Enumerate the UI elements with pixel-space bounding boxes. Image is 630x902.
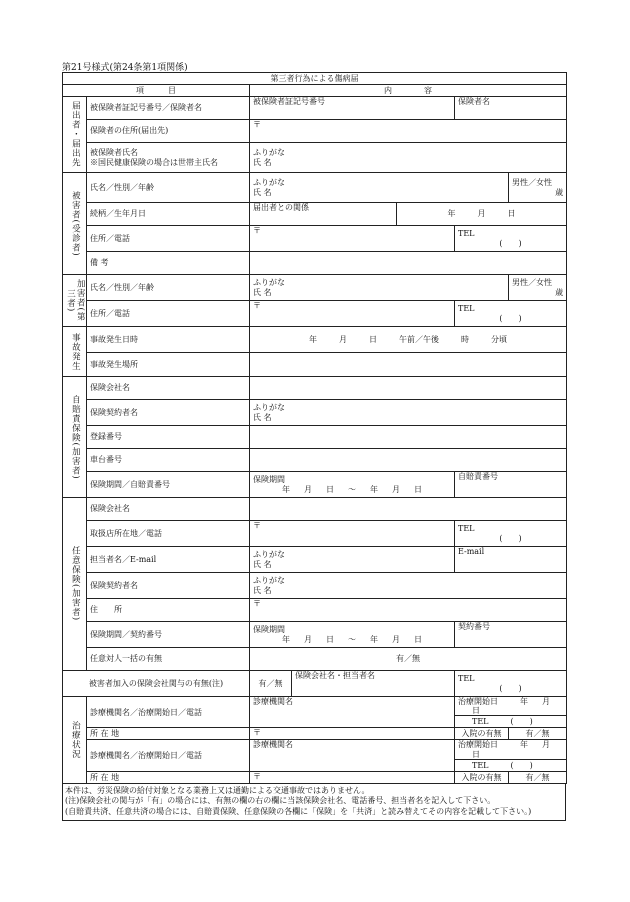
section-treatment: 治療状況 (63, 697, 87, 784)
victim-sex[interactable]: 男性／女性 (512, 178, 552, 188)
field-clinic-1-inpatient[interactable]: 有／無 (509, 728, 567, 740)
field-compulsory-reg[interactable] (250, 426, 567, 449)
field-compulsory-period[interactable]: 保険期間 年 月 日 〜 年 月 日 (250, 472, 455, 498)
label-voluntary-address: 住 所 (87, 599, 250, 622)
label-compulsory-contractor: 保険契約者名 (87, 400, 250, 426)
label-clinic-1: 診療機関名／治療開始日／電話 (87, 697, 250, 728)
field-insurer-name[interactable]: 保険者名 (455, 97, 567, 120)
label-clinic-2-address: 所 在 地 (87, 771, 250, 783)
label-voluntary-staff: 担当者名／E-mail (87, 547, 250, 573)
label-insured-name: 被保険者氏名 ※国民健康保険の場合は世帯主氏名 (87, 143, 250, 173)
field-clinic-2-start[interactable]: 治療開始日 年 月日 (455, 740, 567, 759)
label-voluntary-period: 保険期間／契約番号 (87, 622, 250, 648)
field-voluntary-address[interactable]: 〒 (250, 599, 567, 622)
label-clinic-2: 診療機関名／治療開始日／電話 (87, 740, 250, 771)
field-offender-address[interactable]: 〒 (250, 301, 455, 327)
field-voluntary-company[interactable] (250, 498, 567, 521)
field-insurer-address[interactable]: 〒 (250, 120, 567, 143)
label-clinic-1-address: 所 在 地 (87, 728, 250, 740)
label-offender-name: 氏名／性別／年齢 (87, 275, 250, 301)
label-voluntary-agency: 取扱店所在地／電話 (87, 521, 250, 547)
label-voluntary-lump: 任意対人一括の有無 (87, 648, 250, 671)
note-line: 本件は、労災保険の給付対象となる業務上又は通勤による交通事故ではありません。 (65, 786, 370, 795)
label-compulsory-company: 保険会社名 (87, 377, 250, 400)
field-victim-birthdate[interactable]: 年 月 日 (397, 203, 567, 226)
label-insured-number: 被保険者証記号番号／保険者名 (87, 97, 250, 120)
field-offender-name[interactable]: ふりがな 氏 名 (250, 275, 509, 301)
field-clinic-2-address[interactable]: 〒 (250, 771, 455, 783)
field-victim-remarks[interactable] (250, 252, 567, 275)
offender-age[interactable]: 歳 (555, 287, 564, 297)
field-victim-name[interactable]: ふりがな 氏 名 (250, 173, 509, 203)
note-line: (注)保険会社の関与が「有」の場合には、有無の欄の右の欄に当該保険会社名、電話番号、担当者名を記入して下さい。 (65, 796, 496, 806)
victim-age[interactable]: 歳 (555, 187, 564, 197)
field-clinic-2-name[interactable]: 診療機関名 (250, 740, 455, 771)
field-voluntary-staff[interactable]: ふりがな 氏 名 (250, 547, 455, 573)
field-compulsory-vehicle[interactable] (250, 449, 567, 472)
label-victim-address: 住所／電話 (87, 226, 250, 252)
label-voluntary-contractor: 保険契約者名 (87, 573, 250, 599)
section-accident: 事故発生 (63, 327, 87, 377)
section-voluntary: 任意保険(加害者) (63, 498, 87, 671)
field-insured-number[interactable]: 被保険者証記号番号 (250, 97, 455, 120)
field-victim-insurance-tel[interactable]: TEL ( ) (455, 671, 567, 697)
field-voluntary-contractor[interactable]: ふりがな 氏 名 (250, 573, 567, 599)
field-offender-tel[interactable]: TEL ( ) (455, 301, 567, 327)
section-notifier: 届出者・届出先 (63, 97, 87, 173)
label-clinic-1-inpatient: 入院の有無 (455, 728, 509, 740)
field-voluntary-email[interactable]: E-mail (455, 547, 567, 573)
header-content: 内 容 (250, 85, 567, 97)
field-voluntary-period[interactable]: 保険期間 年 月 日 〜 年 月 日 (250, 622, 455, 648)
field-clinic-2-inpatient[interactable]: 有／無 (509, 771, 567, 783)
label-clinic-2-inpatient: 入院の有無 (455, 771, 509, 783)
label-accident-place: 事故発生場所 (87, 353, 250, 377)
label-compulsory-period: 保険期間／自賠責番号 (87, 472, 250, 498)
field-accident-datetime[interactable]: 年 月 日 午前／午後 時 分頃 (250, 327, 567, 353)
section-offender: 加害者(第三者) (63, 275, 87, 327)
label-victim-remarks: 備 考 (87, 252, 250, 275)
field-compulsory-contractor[interactable]: ふりがな 氏 名 (250, 400, 567, 426)
label-voluntary-company: 保険会社名 (87, 498, 250, 521)
field-voluntary-lump[interactable]: 有／無 (250, 648, 567, 671)
field-voluntary-contract-no[interactable]: 契約番号 (455, 622, 567, 648)
field-compulsory-company[interactable] (250, 377, 567, 400)
section-victim: 被害者(受診者) (63, 173, 87, 275)
notes-block (62, 784, 566, 821)
field-voluntary-agency-address[interactable]: 〒 (250, 521, 455, 547)
field-clinic-1-name[interactable]: 診療機関名 (250, 697, 455, 728)
label-compulsory-vehicle: 車台番号 (87, 449, 250, 472)
header-item: 項 目 (63, 85, 250, 97)
field-victim-address[interactable]: 〒 (250, 226, 455, 252)
field-victim-relation[interactable]: 届出者との関係 (250, 203, 397, 226)
field-clinic-1-tel[interactable]: TEL ( ) (455, 716, 567, 728)
label-victim-insurance: 被害者加入の保険会社関与の有無(注) (63, 671, 250, 697)
field-compulsory-number[interactable]: 自賠責番号 (455, 472, 567, 498)
label-accident-datetime: 事故発生日時 (87, 327, 250, 353)
label-offender-address: 住所／電話 (87, 301, 250, 327)
field-voluntary-agency-tel[interactable]: TEL ( ) (455, 521, 567, 547)
field-victim-insurance-yes-no[interactable]: 有／無 (250, 671, 292, 697)
field-clinic-1-address[interactable]: 〒 (250, 728, 455, 740)
form-title: 第三者行為による傷病届 (63, 73, 567, 85)
label-victim-name: 氏名／性別／年齢 (87, 173, 250, 203)
field-victim-tel[interactable]: TEL ( ) (455, 226, 567, 252)
label-insurer-address: 保険者の住所(届出先) (87, 120, 250, 143)
field-clinic-2-tel[interactable]: TEL ( ) (455, 759, 567, 771)
field-insured-name[interactable]: ふりがな 氏 名 (250, 143, 567, 173)
section-compulsory: 自賠責保険(加害者) (63, 377, 87, 498)
offender-sex[interactable]: 男性／女性 (512, 278, 552, 288)
note-line: (自賠責共済、任意共済の場合には、自賠責保険、任意保険の各欄に「保険」を「共済」と読み替えてその内容を記載して下さい。) (65, 806, 532, 816)
field-clinic-1-start[interactable]: 治療開始日 年 月日 (455, 697, 567, 716)
injury-report-form (62, 72, 567, 784)
form-number: 第21号様式(第24条第1項関係) (62, 63, 188, 73)
label-victim-relation: 続柄／生年月日 (87, 203, 250, 226)
field-accident-place[interactable] (250, 353, 567, 377)
field-victim-insurance-company[interactable]: 保険会社名・担当者名 (292, 671, 455, 697)
label-compulsory-reg: 登録番号 (87, 426, 250, 449)
